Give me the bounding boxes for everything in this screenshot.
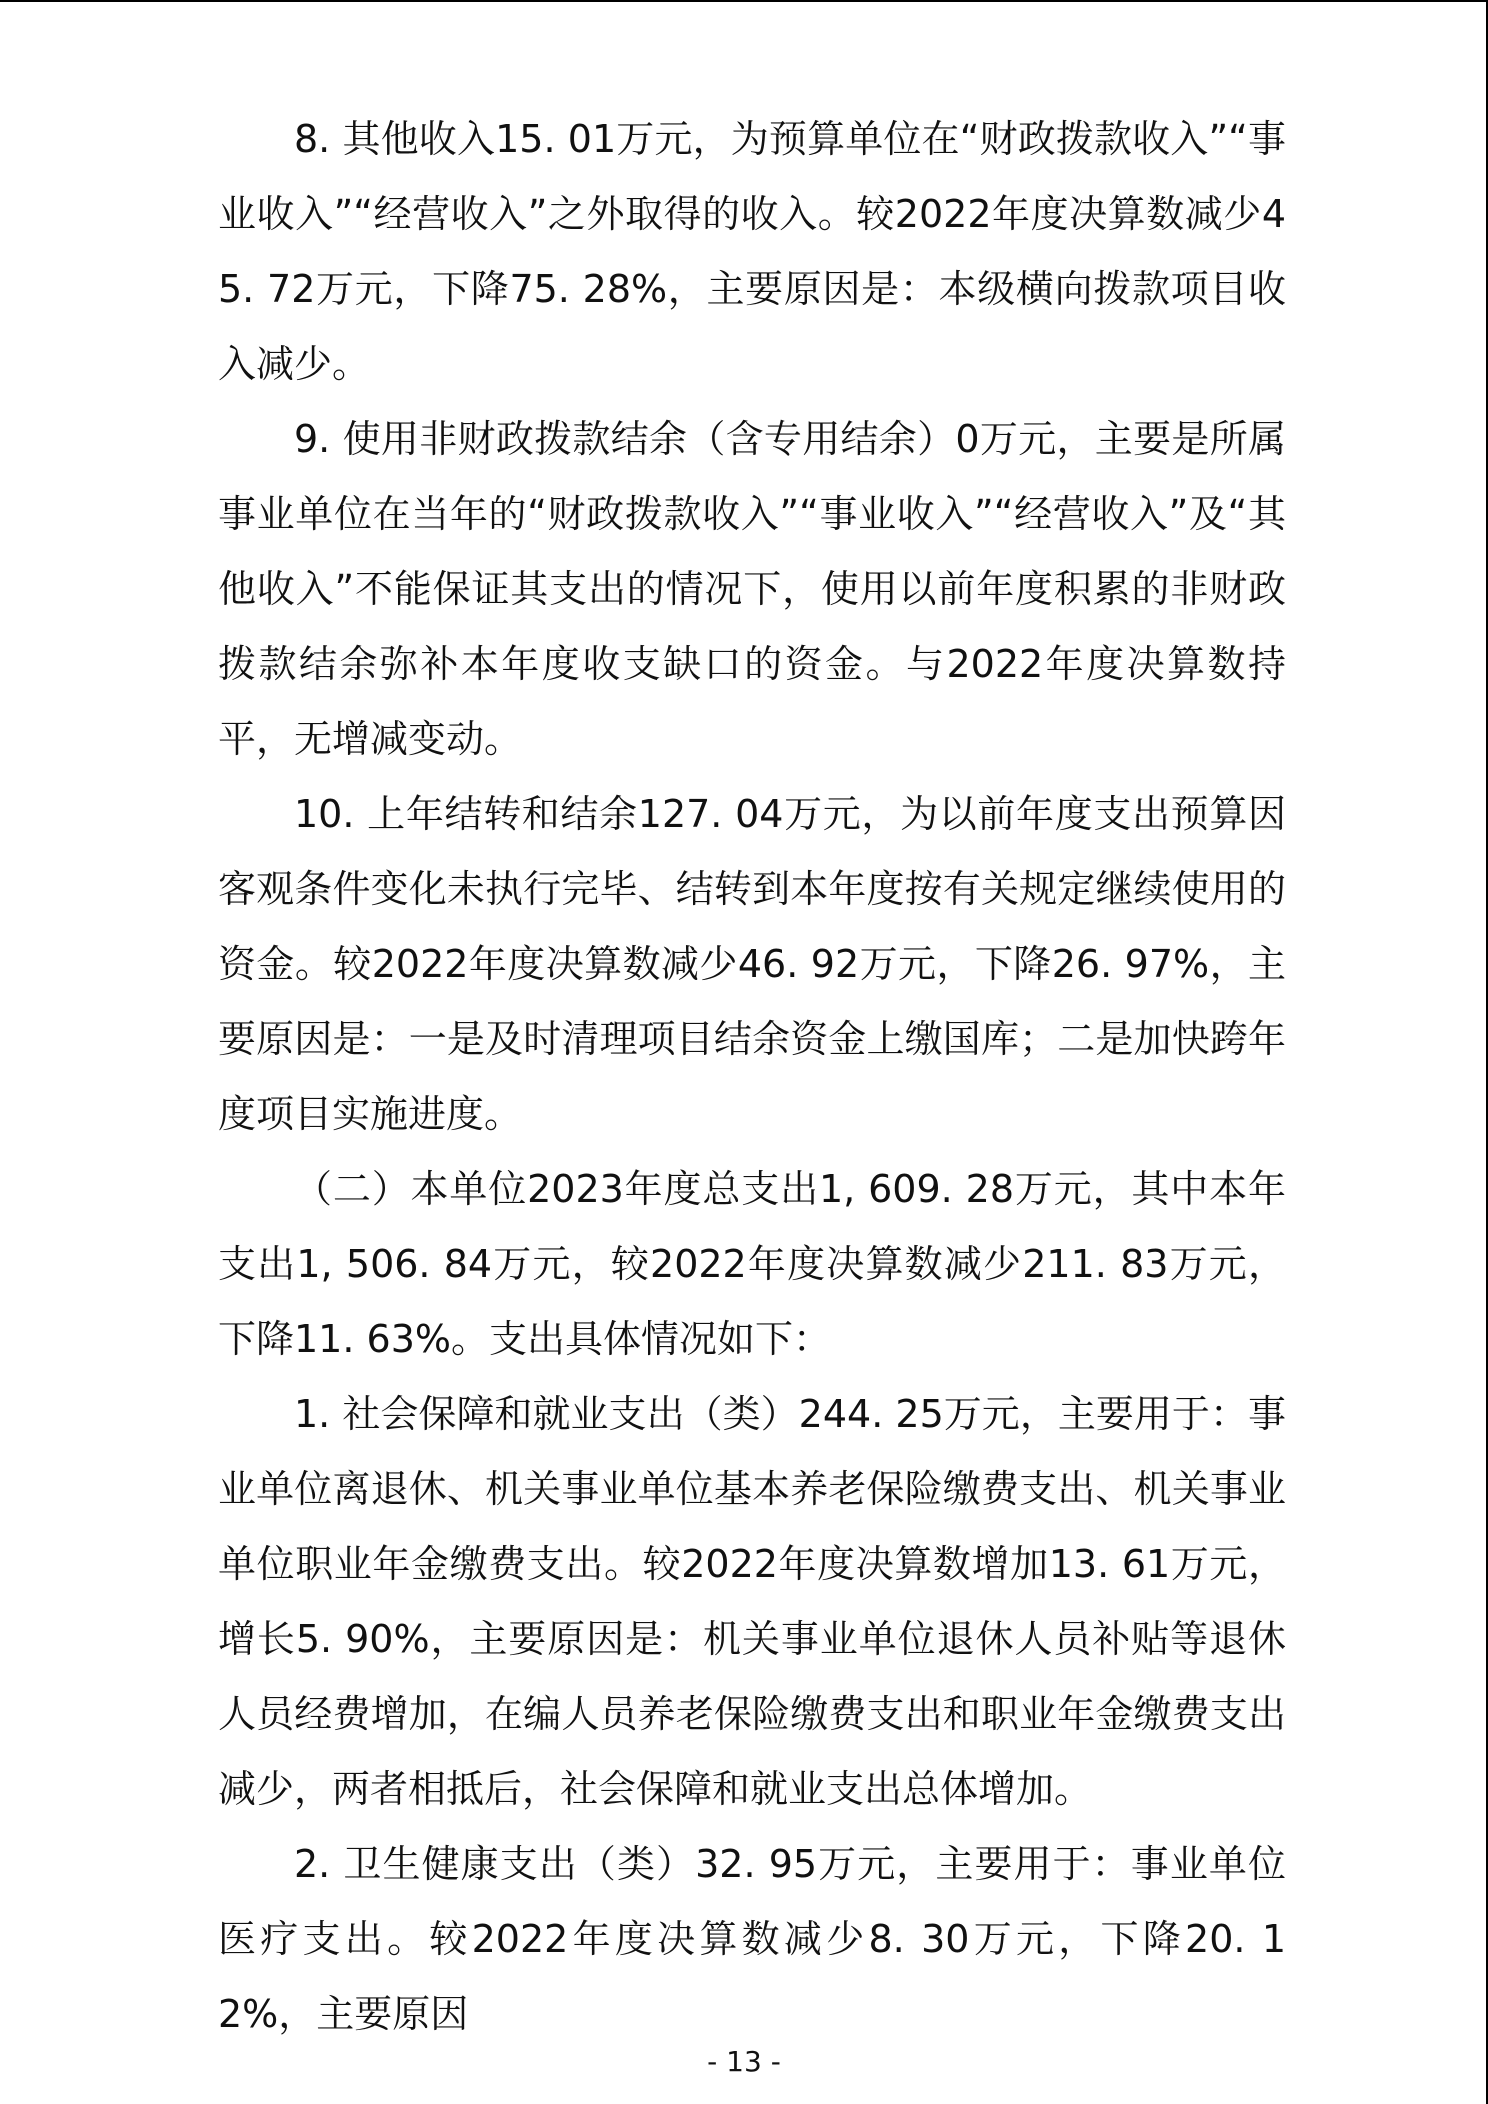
paragraph-social-security-expenditure: 1. 社会保障和就业支出（类）244. 25万元，主要用于：事业单位离退休、机关事业单位基本养老保险缴费支出、机关事业单位职业年金缴费支出。较2022年度决算数增加13. 61万元，增长5. 90%，主要原因是：机关事业单位退休人员补贴等退休人员经费增加，在编人员养老保险缴费支出和职业年金缴费支出减少，两者相抵后，社会保障和就业支出总体增加。 [218,1392,1286,1811]
paragraph-total-expenditure: （二）本单位2023年度总支出1, 609. 28万元，其中本年支出1, 506. 84万元，较2022年度决算数减少211. 83万元，下降11. 63%。支出具体情况如下： [218,1167,1286,1361]
page-number: - 13 - [707,2045,781,2078]
page-top-border [0,0,1488,2]
paragraph-non-fiscal-balance: 9. 使用非财政拨款结余（含专用结余）0万元，主要是所属事业单位在当年的“财政拨款收入”“事业收入”“经营收入”及“其他收入”不能保证其支出的情况下，使用以前年度积累的非财政拨款结余弥补本年度收支缺口的资金。与2022年度决算数持平，无增减变动。 [218,417,1286,761]
paragraph-carryover-balance: 10. 上年结转和结余127. 04万元，为以前年度支出预算因客观条件变化未执行完毕、结转到本年度按有关规定继续使用的资金。较2022年度决算数减少46. 92万元，下降26. 97%，主要原因是：一是及时清理项目结余资金上缴国库；二是加快跨年度项目实施进度。 [218,792,1286,1136]
paragraph-other-income: 8. 其他收入15. 01万元，为预算单位在“财政拨款收入”“事业收入”“经营收入”之外取得的收入。较2022年度决算数减少45. 72万元，下降75. 28%，主要原因是：本级横向拨款项目收入减少。 [218,117,1286,386]
document-body [218,102,1286,2052]
paragraph-health-expenditure: 2. 卫生健康支出（类）32. 95万元，主要用于：事业单位医疗支出。较2022年度决算数减少8. 30万元，下降20. 12%，主要原因 [218,1842,1286,2036]
